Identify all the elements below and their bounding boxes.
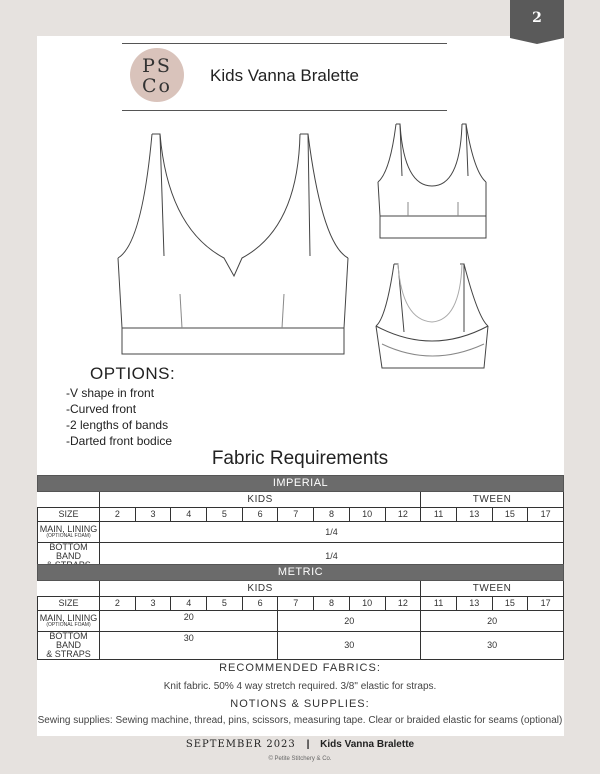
size-cell: 2 [100,508,136,522]
size-cell: 11 [421,597,457,611]
pattern-title: Kids Vanna Bralette [210,66,359,85]
group-tween: TWEEN [421,492,564,508]
row-label-text: & STRAPS [46,649,91,659]
metric-band-label: METRIC [38,565,564,581]
recommended-fabrics-text: Knit fabric. 50% 4 way stretch required. 3/8" elastic for straps. [163,681,437,692]
table-row [38,611,564,632]
header-rule-bottom [122,110,447,111]
size-cell: 8 [314,508,350,522]
size-cell: 5 [207,597,243,611]
empty-cell [38,492,100,508]
logo-line-1: PS [142,55,172,77]
size-cell: 17 [528,508,564,522]
value-cell: 30 [278,632,421,660]
size-cell: 7 [278,597,314,611]
row-label-main-lining [38,611,100,632]
back-view-sketch [372,260,492,372]
size-cell: 12 [385,508,421,522]
size-cell: 2 [100,597,136,611]
imperial-table [37,475,564,571]
value-cell: 20 [278,611,421,632]
value-cell: 30 [100,632,278,660]
value-cell: 1/4 [100,522,564,543]
brand-logo [130,48,184,102]
table-band [38,565,564,581]
row-sublabel: (OPTIONAL FOAM) [46,533,91,539]
size-cell: 4 [171,508,207,522]
row-label-band-straps [38,632,100,660]
table-row [38,492,564,508]
size-label: SIZE [38,508,100,522]
size-cell: 4 [171,597,207,611]
size-label: SIZE [38,597,100,611]
option-item: -2 lengths of bands [66,418,169,432]
table-row [38,597,564,611]
fabric-requirements-heading: Fabric Requirements [211,448,389,469]
footer-pattern-name: Kids Vanna Bralette [320,739,415,750]
group-kids: KIDS [100,581,421,597]
footer-month: SEPTEMBER 2023 [185,739,296,750]
empty-cell [38,581,100,597]
imperial-band-label: IMPERIAL [38,476,564,492]
table-row [38,632,564,660]
footer-copyright: © Petite Stitchery & Co. [268,756,332,762]
value-cell: 30 [421,632,564,660]
value-cell: 1/4 [100,543,564,571]
header-rule-top [122,43,447,44]
footer-separator: | [306,739,310,750]
notions-text: Sewing supplies: Sewing machine, thread, pins, scissors, measuring tape. Clear or braided elastic for seams (optional) [37,715,563,726]
row-label-text: MAIN, LINING [39,524,98,534]
size-cell: 15 [492,508,528,522]
option-item: -V shape in front [66,386,155,400]
options-heading: OPTIONS: [90,364,176,383]
group-kids: KIDS [100,492,421,508]
size-cell: 10 [349,597,385,611]
row-label-text: MAIN, LINING [39,613,98,623]
table-row [38,508,564,522]
option-item: -Curved front [66,402,137,416]
footer [0,739,600,750]
notions-heading: NOTIONS & SUPPLIES: [230,698,370,710]
size-cell: 10 [349,508,385,522]
table-row [38,581,564,597]
size-cell: 13 [456,597,492,611]
size-cell: 6 [242,597,278,611]
curved-front-sketch [372,120,492,242]
row-label-text: BOTTOM BAND [49,542,88,561]
group-tween: TWEEN [421,581,564,597]
size-cell: 11 [421,508,457,522]
row-label-text: BOTTOM BAND [49,631,88,650]
metric-table [37,564,564,660]
page-number: 2 [532,10,542,26]
value-cell: 20 [100,611,278,632]
size-cell: 8 [314,597,350,611]
table-band [38,476,564,492]
row-label-main-lining [38,522,100,543]
size-cell: 3 [135,597,171,611]
size-cell: 17 [528,597,564,611]
size-cell: 3 [135,508,171,522]
size-cell: 15 [492,597,528,611]
option-item: -Darted front bodice [66,434,173,448]
table-row [38,522,564,543]
size-cell: 7 [278,508,314,522]
value-cell: 20 [421,611,564,632]
recommended-fabrics-heading: RECOMMENDED FABRICS: [219,662,381,674]
front-view-sketch [108,128,358,360]
size-cell: 13 [456,508,492,522]
size-cell: 6 [242,508,278,522]
size-cell: 5 [207,508,243,522]
row-sublabel: (OPTIONAL FOAM) [46,622,91,628]
size-cell: 12 [385,597,421,611]
logo-line-2: Co [142,75,172,97]
